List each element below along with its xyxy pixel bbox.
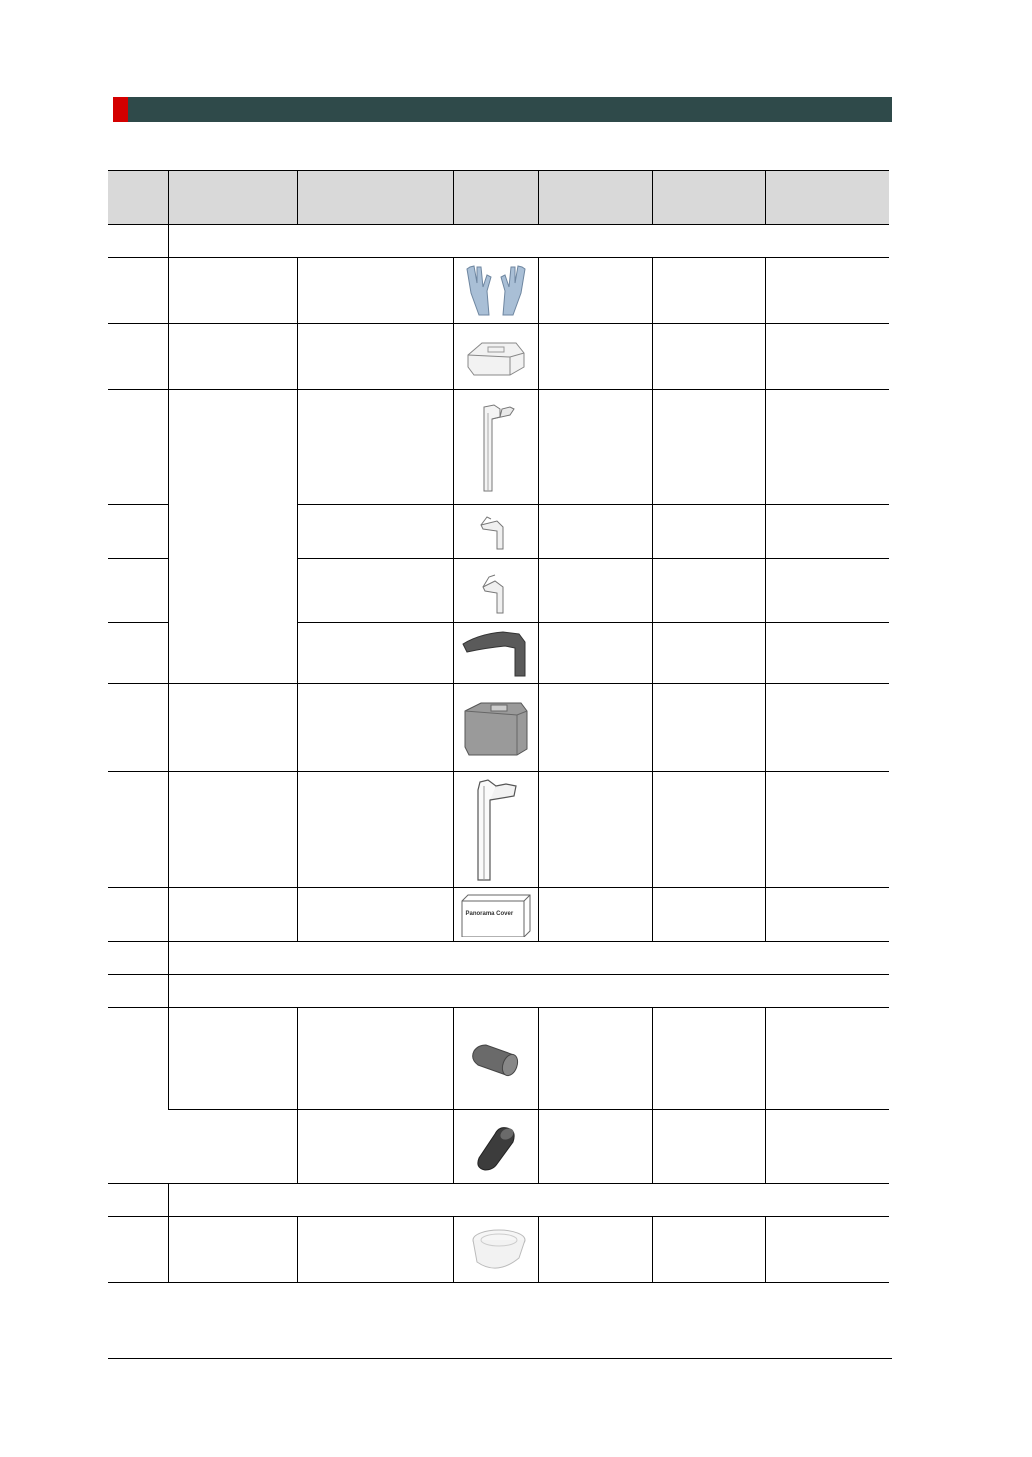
table-row xyxy=(108,1008,889,1110)
ear-rod-holder-icon xyxy=(464,776,528,884)
column-header xyxy=(297,171,453,225)
table-cell xyxy=(652,623,765,684)
table-cell xyxy=(108,684,168,772)
column-header xyxy=(652,171,765,225)
chin-rest-cover-icon xyxy=(464,335,528,379)
section-label xyxy=(168,1184,889,1217)
table-cell xyxy=(538,390,652,505)
bite-block-long-icon xyxy=(466,397,526,497)
table-cell xyxy=(168,1110,297,1184)
table-header-row xyxy=(108,171,889,225)
table-cell xyxy=(108,1008,168,1184)
table-section-row xyxy=(108,1184,889,1217)
table-cell xyxy=(168,258,297,324)
table-cell xyxy=(297,772,453,888)
table-cell xyxy=(765,1217,889,1283)
table-cell xyxy=(108,1217,168,1283)
table-cell xyxy=(538,888,652,942)
table-cell xyxy=(168,684,297,772)
table-cell-image xyxy=(453,772,538,888)
table-cell xyxy=(297,1008,453,1110)
ear-rod-cap-icon xyxy=(471,1120,521,1174)
table-cell xyxy=(108,772,168,888)
table-cell xyxy=(652,559,765,623)
table-cell xyxy=(765,772,889,888)
table-cell xyxy=(652,772,765,888)
section-label xyxy=(168,225,889,258)
table-cell-image xyxy=(453,1217,538,1283)
table-cell xyxy=(538,1008,652,1110)
bite-block-small-2-icon xyxy=(473,565,519,617)
ear-rod-tip-icon xyxy=(466,1035,526,1083)
table-cell xyxy=(108,390,168,505)
table-cell xyxy=(538,684,652,772)
table-cell-image xyxy=(453,623,538,684)
bite-block-small-icon xyxy=(473,511,519,553)
table-cell-image xyxy=(453,324,538,390)
table-cell xyxy=(652,888,765,942)
table-row xyxy=(108,772,889,888)
table-cell xyxy=(297,505,453,559)
table-cell xyxy=(538,505,652,559)
table-cell-image xyxy=(453,888,538,942)
table-cell xyxy=(297,559,453,623)
gloves-icon xyxy=(461,263,531,319)
table-cell xyxy=(297,324,453,390)
table-cell xyxy=(765,505,889,559)
table-cell xyxy=(538,623,652,684)
table-row xyxy=(108,390,889,505)
table-cell-image xyxy=(453,684,538,772)
table-cell xyxy=(652,258,765,324)
table-cell xyxy=(108,888,168,942)
table-cell xyxy=(168,1008,297,1110)
table-cell xyxy=(765,888,889,942)
table-cell xyxy=(297,684,453,772)
table-cell xyxy=(765,1110,889,1184)
column-header xyxy=(108,171,168,225)
column-header xyxy=(168,171,297,225)
table-cell xyxy=(765,559,889,623)
table-cell-image xyxy=(453,258,538,324)
table-cell xyxy=(168,888,297,942)
table-cell xyxy=(538,258,652,324)
table-cell xyxy=(108,505,168,559)
table-row xyxy=(108,1110,889,1184)
table-cell xyxy=(765,390,889,505)
table-row xyxy=(108,324,889,390)
section-header-bar xyxy=(113,97,892,122)
table-cell xyxy=(652,324,765,390)
parts-table xyxy=(108,170,889,1283)
table-cell xyxy=(652,505,765,559)
table-cell xyxy=(652,684,765,772)
table-cell xyxy=(168,324,297,390)
table-cell xyxy=(108,623,168,684)
table-cell-image xyxy=(453,1008,538,1110)
round-cap-icon xyxy=(463,1222,529,1278)
table-section-row xyxy=(108,225,889,258)
table-cell xyxy=(652,1008,765,1110)
table-row xyxy=(108,258,889,324)
section-label xyxy=(168,975,889,1008)
box-label: Panorama Cover xyxy=(465,910,514,917)
table-cell xyxy=(168,390,297,684)
column-header xyxy=(765,171,889,225)
table-cell xyxy=(765,258,889,324)
table-cell xyxy=(108,225,168,258)
chin-rest-icon xyxy=(461,697,531,759)
table-cell xyxy=(538,559,652,623)
table-cell xyxy=(538,1110,652,1184)
table-cell xyxy=(765,684,889,772)
table-cell xyxy=(765,324,889,390)
table-cell xyxy=(538,324,652,390)
table-cell xyxy=(765,1008,889,1110)
table-cell xyxy=(538,772,652,888)
table-cell xyxy=(168,772,297,888)
table-cell xyxy=(168,1217,297,1283)
table-row xyxy=(108,684,889,772)
column-header xyxy=(453,171,538,225)
footer-divider xyxy=(108,1358,892,1359)
table-cell-image xyxy=(453,505,538,559)
section-label xyxy=(168,942,889,975)
table-cell xyxy=(297,1110,453,1184)
table-cell xyxy=(297,888,453,942)
bite-block-curved-icon xyxy=(459,626,533,680)
table-section-row xyxy=(108,942,889,975)
column-header xyxy=(538,171,652,225)
table-cell xyxy=(297,623,453,684)
panorama-cover-box-icon xyxy=(460,893,532,937)
table-cell xyxy=(652,390,765,505)
table-cell xyxy=(297,1217,453,1283)
table-cell xyxy=(108,942,168,975)
table-cell-image xyxy=(453,390,538,505)
table-cell xyxy=(297,390,453,505)
table-section-row xyxy=(108,975,889,1008)
table-cell xyxy=(108,258,168,324)
table-cell-image xyxy=(453,1110,538,1184)
table-cell xyxy=(297,258,453,324)
table-cell xyxy=(652,1217,765,1283)
table-cell xyxy=(108,975,168,1008)
table-cell xyxy=(765,623,889,684)
header-accent-mark xyxy=(113,97,128,122)
table-row xyxy=(108,888,889,942)
table-cell xyxy=(108,559,168,623)
table-cell xyxy=(108,1184,168,1217)
table-cell xyxy=(652,1110,765,1184)
table-cell-image xyxy=(453,559,538,623)
table-cell xyxy=(538,1217,652,1283)
table-cell xyxy=(108,324,168,390)
table-row xyxy=(108,1217,889,1283)
